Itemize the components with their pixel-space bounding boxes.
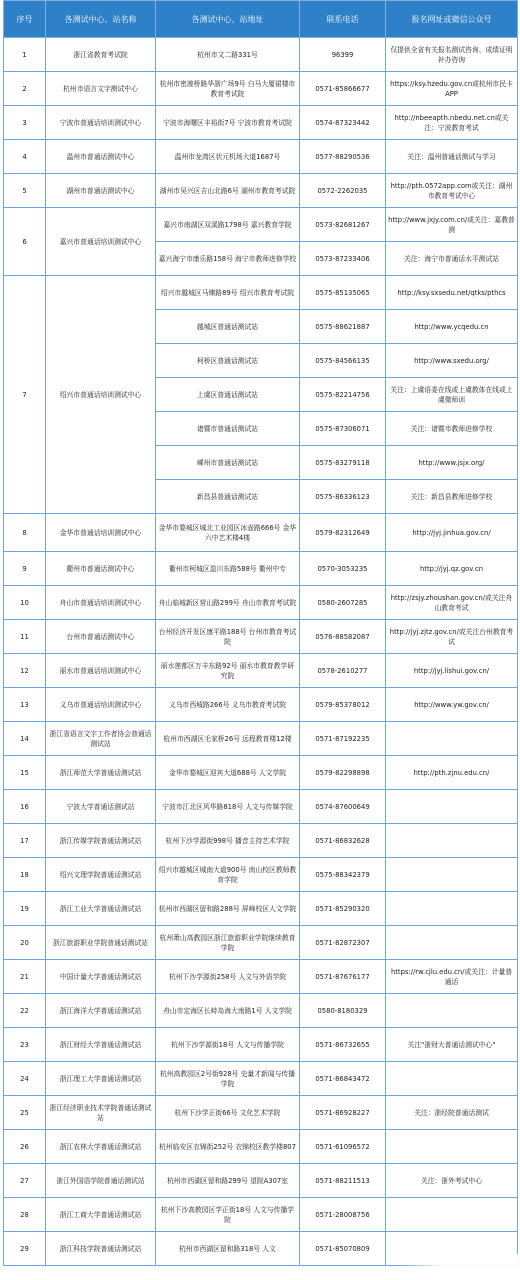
cell-name: 浙江海洋大学普通话测试站 [46, 994, 156, 1028]
cell-no: 21 [4, 960, 46, 994]
cell-address: 嘉兴市南湖区双溪路1798号 嘉兴教育学院 [156, 208, 300, 242]
cell-address: 金华市婺城区城北工业园区冰壶路666号 金华六中艺术楼4楼 [156, 514, 300, 552]
cell-phone: 0571-87192235 [300, 722, 386, 756]
cell-no: 25 [4, 1096, 46, 1130]
cell-web: 关注：温州普通话测试与学习 [386, 140, 518, 174]
cell-web [386, 926, 518, 960]
cell-no: 1 [4, 38, 46, 72]
cell-phone: 0571-28008756 [300, 1198, 386, 1232]
cell-no: 9 [4, 552, 46, 586]
cell-web [386, 790, 518, 824]
cell-name: 浙江财经大学普通话测试站 [46, 1028, 156, 1062]
table-row [4, 174, 518, 208]
cell-address: 义乌市西城路266号 义乌市教育考试院 [156, 688, 300, 722]
cell-web [386, 994, 518, 1028]
cell-phone: 96399 [300, 38, 386, 72]
cell-name: 金华市普通话培训测试中心 [46, 514, 156, 552]
header-phone: 联系电话 [300, 1, 386, 38]
cell-no: 22 [4, 994, 46, 1028]
table-row [4, 790, 518, 824]
cell-web: http://ksy.sxsedu.net/qtks/pthcs [386, 276, 518, 310]
cell-web: https://ksy.hzedu.gov.cn或杭州市民卡APP [386, 72, 518, 106]
table-row [4, 654, 518, 688]
cell-no: 15 [4, 756, 46, 790]
cell-phone: 0571-86732655 [300, 1028, 386, 1062]
cell-name: 浙江外国语学院普通话测试站 [46, 1164, 156, 1198]
table-row [4, 1130, 518, 1164]
table-row [4, 514, 518, 552]
cell-phone: 0571-61096572 [300, 1130, 386, 1164]
cell-no: 20 [4, 926, 46, 960]
cell-web [386, 1062, 518, 1096]
cell-address: 杭州下沙学源街998号 播音主持艺术学院 [156, 824, 300, 858]
cell-address: 金华市婺城区迎宾大道688号 人文学院 [156, 756, 300, 790]
cell-address: 杭州高教园区2号街928号 史量才新闻与传播学院 [156, 1062, 300, 1096]
table-row [4, 960, 518, 994]
table-row [4, 1164, 518, 1198]
cell-name: 浙江师范大学普通话测试站 [46, 756, 156, 790]
cell-address: 温州市龙湾区状元机场大道1687号 [156, 140, 300, 174]
cell-no: 24 [4, 1062, 46, 1096]
cell-phone: 0571-86928227 [300, 1096, 386, 1130]
cell-name: 湖州市普通话测试中心 [46, 174, 156, 208]
cell-web: 关注"浙财大普通话测试中心" [386, 1028, 518, 1062]
cell-phone: 0575-88621887 [300, 310, 386, 344]
cell-name: 衢州市普通话测试中心 [46, 552, 156, 586]
header-name: 各测试中心、站名称 [46, 1, 156, 38]
cell-address: 杭州下沙学源街18号 人文与传播学院 [156, 1028, 300, 1062]
cell-web: 关注：新昌县教师进修学校 [386, 480, 518, 514]
cell-address: 杭州市西湖区留和路288号 屏峰校区人文学院 [156, 892, 300, 926]
cell-no: 5 [4, 174, 46, 208]
cell-name: 浙江工商大学普通话测试站 [46, 1198, 156, 1232]
table-row [4, 106, 518, 140]
cell-no: 12 [4, 654, 46, 688]
cell-name: 宁波大学普通话测试站 [46, 790, 156, 824]
cell-no: 11 [4, 620, 46, 654]
cell-address: 杭州市西湖区留和路318号 人文 [156, 1232, 300, 1266]
cell-web: 仅提供全省有关报名测试咨询、成绩证明补办咨询 [386, 38, 518, 72]
cell-address: 杭州萧山高教园区浙江旅游职业学院继续教育学院 [156, 926, 300, 960]
table-header-row [4, 1, 518, 38]
table-row [4, 208, 518, 242]
table-row [4, 38, 518, 72]
cell-name: 浙江理工大学普通话测试站 [46, 1062, 156, 1096]
cell-name: 舟山市普通话培训测试中心 [46, 586, 156, 620]
cell-phone: 0571-86843472 [300, 1062, 386, 1096]
table-row [4, 1028, 518, 1062]
table-row [4, 1062, 518, 1096]
cell-web: http://zsjy.zhoushan.gov.cn/或关注舟山教育考试 [386, 586, 518, 620]
cell-no: 27 [4, 1164, 46, 1198]
cell-web: 关注：海宁市普通话水平测试站 [386, 242, 518, 276]
table-row [4, 892, 518, 926]
cell-phone: 0570-3053235 [300, 552, 386, 586]
cell-web: http://pth.zjnu.edu.cn/ [386, 756, 518, 790]
cell-address: 杭州市西湖区毛家桥26号 远程教育楼12楼 [156, 722, 300, 756]
cell-address: 丽水莲都区万丰东路92号 丽水市教育教学研究院 [156, 654, 300, 688]
cell-address: 杭州下沙学源街258号 人文与外语学院 [156, 960, 300, 994]
cell-name: 浙江科技学院普通话测试站 [46, 1232, 156, 1266]
cell-name: 杭州市语言文字测试中心 [46, 72, 156, 106]
cell-web: http://www.jxjy.com.cn/或关注：嘉教普测 [386, 208, 518, 242]
table-row [4, 552, 518, 586]
cell-phone: 0573-82681267 [300, 208, 386, 242]
cell-web: http://jyj.jinhua.gov.cn/ [386, 514, 518, 552]
cell-no: 28 [4, 1198, 46, 1232]
cell-name: 宁波市普通话培训测试中心 [46, 106, 156, 140]
table-row [4, 140, 518, 174]
cell-phone: 0571-87676177 [300, 960, 386, 994]
cell-phone: 0579-82312649 [300, 514, 386, 552]
cell-address: 杭州下沙学正街66号 文化艺术学院 [156, 1096, 300, 1130]
cell-name: 浙江传媒学院普通话测试站 [46, 824, 156, 858]
cell-phone: 0571-85866677 [300, 72, 386, 106]
cell-web [386, 722, 518, 756]
cell-address: 嘉兴海宁市康乐路158号 海宁市教师进修学校 [156, 242, 300, 276]
cell-phone: 0580-2607285 [300, 586, 386, 620]
cell-web: http://www.jsjx.org/ [386, 446, 518, 480]
table-row [4, 722, 518, 756]
cell-phone: 0575-87306071 [300, 412, 386, 446]
cell-name: 浙江省语言文字工作者协会普通话测试站 [46, 722, 156, 756]
cell-name: 浙江工业大学普通话测试站 [46, 892, 156, 926]
cell-web: http://jyj.qz.gov.cn [386, 552, 518, 586]
cell-address: 衢州市柯城区盈川东路588号 衢州中专 [156, 552, 300, 586]
cell-phone: 0575-88342379 [300, 858, 386, 892]
cell-address: 绍兴市越城区马臻路89号 绍兴市教育考试院 [156, 276, 300, 310]
cell-no: 10 [4, 586, 46, 620]
cell-web: http://www.yw.gov.cn/ [386, 688, 518, 722]
cell-web [386, 1130, 518, 1164]
cell-address: 杭州临安区衣锦街252号 衣锦校区教学楼807 [156, 1130, 300, 1164]
cell-phone: 0571-88211513 [300, 1164, 386, 1198]
table-row [4, 756, 518, 790]
table-row [4, 276, 518, 310]
table-row [4, 824, 518, 858]
cell-no: 3 [4, 106, 46, 140]
cell-web [386, 824, 518, 858]
header-no: 序号 [4, 1, 46, 38]
cell-phone: 0571-82872307 [300, 926, 386, 960]
cell-web: 关注：浙经院普通话测试 [386, 1096, 518, 1130]
cell-address: 越城区普通话测试站 [156, 310, 300, 344]
cell-phone: 0571-85070809 [300, 1232, 386, 1266]
cell-web: http://www.ycqedu.cn [386, 310, 518, 344]
cell-address: 新昌县普通话测试站 [156, 480, 300, 514]
cell-name: 温州市普通话测试中心 [46, 140, 156, 174]
cell-no: 8 [4, 514, 46, 552]
cell-phone: 0579-85378012 [300, 688, 386, 722]
cell-phone: 0575-82214756 [300, 378, 386, 412]
cell-no: 7 [4, 276, 46, 514]
table-row [4, 586, 518, 620]
cell-no: 16 [4, 790, 46, 824]
cell-web: http://jyj.lishui.gov.cn/ [386, 654, 518, 688]
cell-address: 杭州市密渡桥路华浙广场9号 白马大厦裙楼市教育考试院 [156, 72, 300, 106]
table-row [4, 858, 518, 892]
cell-name: 浙江经济职业技术学院普通话测试站 [46, 1096, 156, 1130]
cell-no: 13 [4, 688, 46, 722]
table-row [4, 72, 518, 106]
cell-phone: 0575-84566135 [300, 344, 386, 378]
table-row [4, 994, 518, 1028]
cell-web: https://rw.cjlu.edu.cn/或关注：计量普通话 [386, 960, 518, 994]
cell-phone: 0573-87233406 [300, 242, 386, 276]
cell-address: 杭州下沙高教园区学正街18号 人文与传播学院 [156, 1198, 300, 1232]
table-row [4, 1198, 518, 1232]
cell-no: 17 [4, 824, 46, 858]
cell-web [386, 858, 518, 892]
cell-name: 中国计量大学普通话测试站 [46, 960, 156, 994]
header-address: 各测试中心、站地址 [156, 1, 300, 38]
cell-name: 义乌市普通话培训测试中心 [46, 688, 156, 722]
cell-address: 杭州市文二路331号 [156, 38, 300, 72]
cell-phone: 0576-88582087 [300, 620, 386, 654]
table-row [4, 926, 518, 960]
cell-no: 6 [4, 208, 46, 276]
cell-address: 上虞区普通话测试站 [156, 378, 300, 412]
cell-address: 杭州市西湖区留和路299号 望院A307室 [156, 1164, 300, 1198]
cell-web: 关注：浙外考试中心 [386, 1164, 518, 1198]
test-center-table [3, 0, 518, 1266]
cell-name: 丽水市普通话培训测试中心 [46, 654, 156, 688]
table-row [4, 688, 518, 722]
cell-phone: 0577-88290536 [300, 140, 386, 174]
cell-web [386, 892, 518, 926]
cell-address: 宁波市江北区风华路818号 人文与传媒学院 [156, 790, 300, 824]
cell-phone: 0572-2262035 [300, 174, 386, 208]
cell-phone: 0571-85290320 [300, 892, 386, 926]
table-row [4, 1096, 518, 1130]
cell-phone: 0571-86832628 [300, 824, 386, 858]
cell-address: 湖州市吴兴区吉山北路6号 湖州市教育考试院 [156, 174, 300, 208]
cell-address: 嵊州市普通话测试站 [156, 446, 300, 480]
cell-name: 台州市普通话测试中心 [46, 620, 156, 654]
cell-no: 4 [4, 140, 46, 174]
cell-web: http://nbeeapth.nbedu.net.cn或关注：宁波教育考试 [386, 106, 518, 140]
cell-address: 诸暨市普通话测试站 [156, 412, 300, 446]
cell-name: 浙江农林大学普通话测试站 [46, 1130, 156, 1164]
cell-no: 29 [4, 1232, 46, 1266]
cell-address: 舟山临城新区营山路299号 舟山市教育考试院 [156, 586, 300, 620]
cell-phone: 0579-82298898 [300, 756, 386, 790]
cell-no: 14 [4, 722, 46, 756]
cell-phone: 0578-2610277 [300, 654, 386, 688]
cell-web: http://www.sxedu.org/ [386, 344, 518, 378]
cell-name: 绍兴文理学院普通话测试站 [46, 858, 156, 892]
cell-web: http://jyj.zjtz.gov.cn/或关注台州教育考试 [386, 620, 518, 654]
cell-phone: 0575-86336123 [300, 480, 386, 514]
cell-name: 浙江省教育考试院 [46, 38, 156, 72]
cell-name: 嘉兴市普通话培训测试中心 [46, 208, 156, 276]
watermark-overlay [400, 1254, 520, 1280]
cell-web: 关注：诸暨市教师进修学校 [386, 412, 518, 446]
cell-phone: 0574-87600649 [300, 790, 386, 824]
cell-address: 宁波市海曙区丰裕街7号 宁波市教育考试院 [156, 106, 300, 140]
cell-address: 绍兴市越城区城南大道900号 南山校区教师教育学院 [156, 858, 300, 892]
cell-phone: 0580-8180329 [300, 994, 386, 1028]
cell-address: 柯桥区普通话测试站 [156, 344, 300, 378]
cell-phone: 0574-87323442 [300, 106, 386, 140]
cell-web: 关注：上虞语委在线或上虞教体在线或上虞微师训 [386, 378, 518, 412]
cell-no: 19 [4, 892, 46, 926]
cell-address: 台州经济开发区康平路188号 台州市教育考试院 [156, 620, 300, 654]
cell-no: 18 [4, 858, 46, 892]
cell-no: 26 [4, 1130, 46, 1164]
header-web: 报名网址或微信公众号 [386, 1, 518, 38]
cell-no: 23 [4, 1028, 46, 1062]
cell-phone: 0575-85135065 [300, 276, 386, 310]
table-row [4, 620, 518, 654]
cell-name: 绍兴市普通话培训测试中心 [46, 276, 156, 514]
cell-address: 舟山市定海区长峙岛海大南路1号 人文学院 [156, 994, 300, 1028]
cell-no: 2 [4, 72, 46, 106]
cell-phone: 0575-83279118 [300, 446, 386, 480]
cell-web [386, 1198, 518, 1232]
cell-web: http://pth.0572app.com或关注：湖州市教育考试中心 [386, 174, 518, 208]
cell-name: 浙江旅游职业学院普通话测试站 [46, 926, 156, 960]
